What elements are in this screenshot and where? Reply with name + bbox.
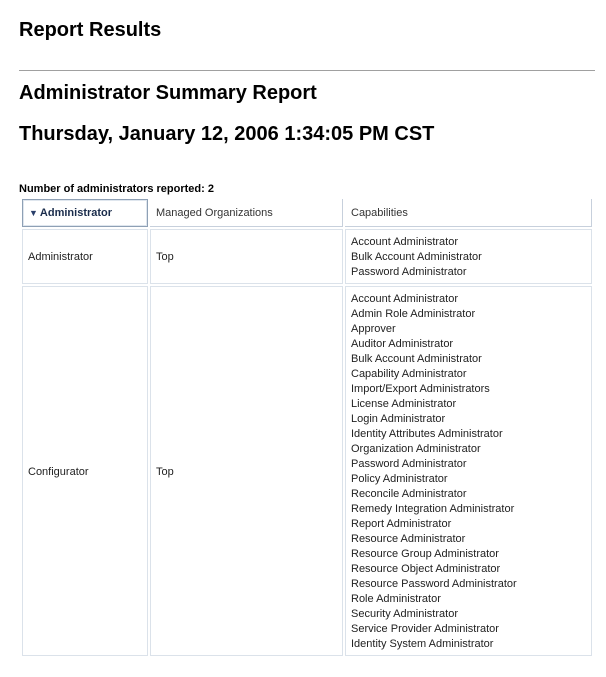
capability-item: Service Provider Administrator [351,623,499,635]
capability-item: Capability Administrator [351,368,467,380]
capability-item: Admin Role Administrator [351,308,476,320]
table-header-row [22,199,592,227]
column-header-capabilities[interactable] [345,199,592,227]
capability-item: Bulk Account Administrator [351,353,482,365]
table-row [22,229,592,284]
page-title: Report Results [19,19,162,41]
capability-item: Policy Administrator [351,473,448,485]
table-row [22,286,592,656]
capability-item: Remedy Integration Administrator [351,503,515,515]
capability-item: Security Administrator [351,608,458,620]
administrator-table [20,197,594,658]
capability-item: Resource Administrator [351,533,466,545]
capability-item: Organization Administrator [351,443,481,455]
column-header-label: Capabilities [351,206,408,219]
administrator-count: Number of administrators reported: 2 [19,183,214,195]
capability-item: License Administrator [351,398,457,410]
capability-item: Role Administrator [351,593,441,605]
capability-item: Identity System Administrator [351,638,494,650]
cell-managed-organizations: Top [150,286,343,656]
cell-administrator: Administrator [22,229,148,284]
capability-item: Login Administrator [351,413,446,425]
table-body [22,229,592,656]
cell-managed-organizations: Top [150,229,343,284]
capability-item: Resource Group Administrator [351,548,499,560]
cell-administrator: Configurator [22,286,148,656]
capability-item: Bulk Account Administrator [351,251,482,263]
report-title: Administrator Summary Report [19,82,317,104]
column-header-label: Managed Organizations [156,206,273,219]
capability-item: Reconcile Administrator [351,488,467,500]
capability-item: Account Administrator [351,293,458,305]
cell-capabilities [345,229,592,284]
capability-item: Password Administrator [351,266,467,278]
cell-capabilities [345,286,592,656]
capability-item: Resource Password Administrator [351,578,517,590]
capability-item: Approver [351,323,396,335]
column-header-managed-organizations[interactable] [150,199,343,227]
capability-item: Report Administrator [351,518,452,530]
header-divider [19,70,595,71]
capability-item: Import/Export Administrators [351,383,490,395]
column-header-administrator[interactable] [22,199,148,227]
capability-item: Auditor Administrator [351,338,454,350]
column-header-label: Administrator [39,207,113,219]
capability-item: Resource Object Administrator [351,563,501,575]
sort-descending-icon: ▼ [29,208,38,218]
capability-item: Password Administrator [351,458,467,470]
capability-item: Identity Attributes Administrator [351,428,503,440]
capability-item: Account Administrator [351,236,458,248]
report-date: Thursday, January 12, 2006 1:34:05 PM CST [19,123,435,145]
